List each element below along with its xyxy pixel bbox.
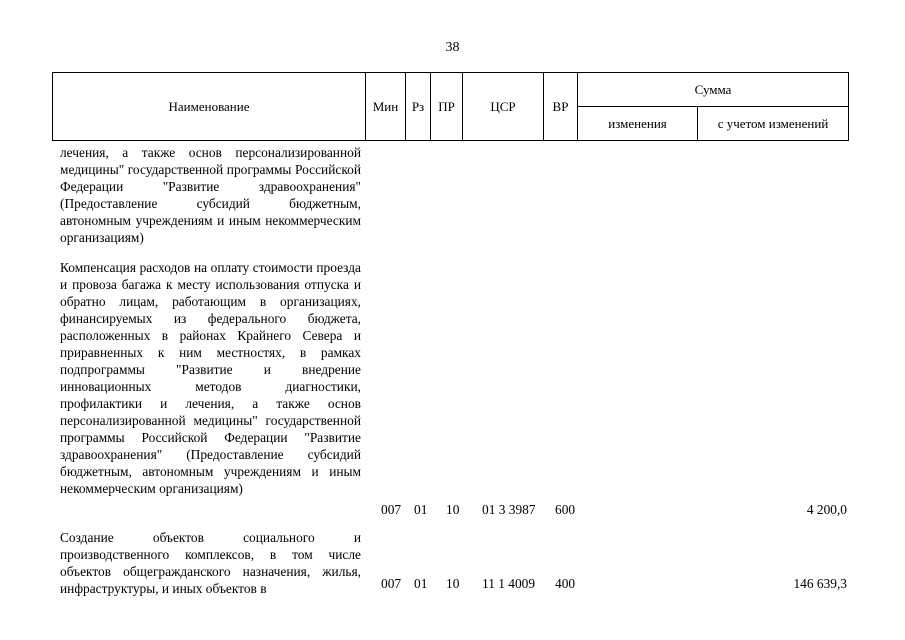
table-body: [0, 144, 905, 640]
row-3-with-change: 146 639,3: [793, 576, 847, 591]
row-2-vr: 600: [555, 502, 576, 517]
header-with-change: с учетом изменений: [698, 107, 849, 141]
header-min: Мин: [366, 73, 406, 141]
row-3-vr: 400: [555, 576, 576, 591]
row-2-rz: 01: [414, 502, 428, 517]
header-rz: Рз: [406, 73, 431, 141]
header-pr: ПР: [431, 73, 463, 141]
header-name: Наименование: [53, 73, 366, 141]
row-2-name: Компенсация расходов на оплату стоимости проезда и провоза багажа к месту использования отпуска и обратно лицам, работающим в организациях, финансируемых из федерального бюджета, расположенных в районах Крайнего Севера и приравненных к ним местностях, в рамках подпрограммы "Развитие и внедрение инновационных методов диагностики, профилактики и лечения, а также основ персонализированной медицины" государственной программы Российской Федерации "Развитие здравоохранения" (Предоставление субсидий бюджетным, автономным учреждениям и иным некоммерческим организациям): [60, 260, 361, 496]
row-2-csr: 01 3 3987: [482, 502, 536, 517]
row-3-csr: 11 1 4009: [482, 576, 536, 591]
header-change: изменения: [578, 107, 698, 141]
row-3-name: Создание объектов социального и производственного комплексов, в том числе объектов общегражданского назначения, жилья, инфраструктуры, и иных объектов в: [60, 530, 361, 596]
row-1-name: лечения, а также основ персонализированной медицины" государственной программы Российской Федерации "Развитие здравоохранения" (Предоставление субсидий бюджетным, автономным учреждениям и иным некоммерческим организациям): [60, 145, 361, 245]
row-2-pr: 10: [446, 502, 460, 517]
row-2-with-change: 4 200,0: [806, 502, 847, 517]
header-sum: Сумма: [578, 73, 849, 107]
header-csr: ЦСР: [463, 73, 544, 141]
header-vr: ВР: [544, 73, 578, 141]
row-3-rz: 01: [414, 576, 428, 591]
table-header: [52, 72, 849, 141]
page-number: 38: [445, 40, 460, 55]
row-2-min: 007: [381, 502, 402, 517]
row-3-pr: 10: [446, 576, 460, 591]
row-3-min: 007: [381, 576, 402, 591]
